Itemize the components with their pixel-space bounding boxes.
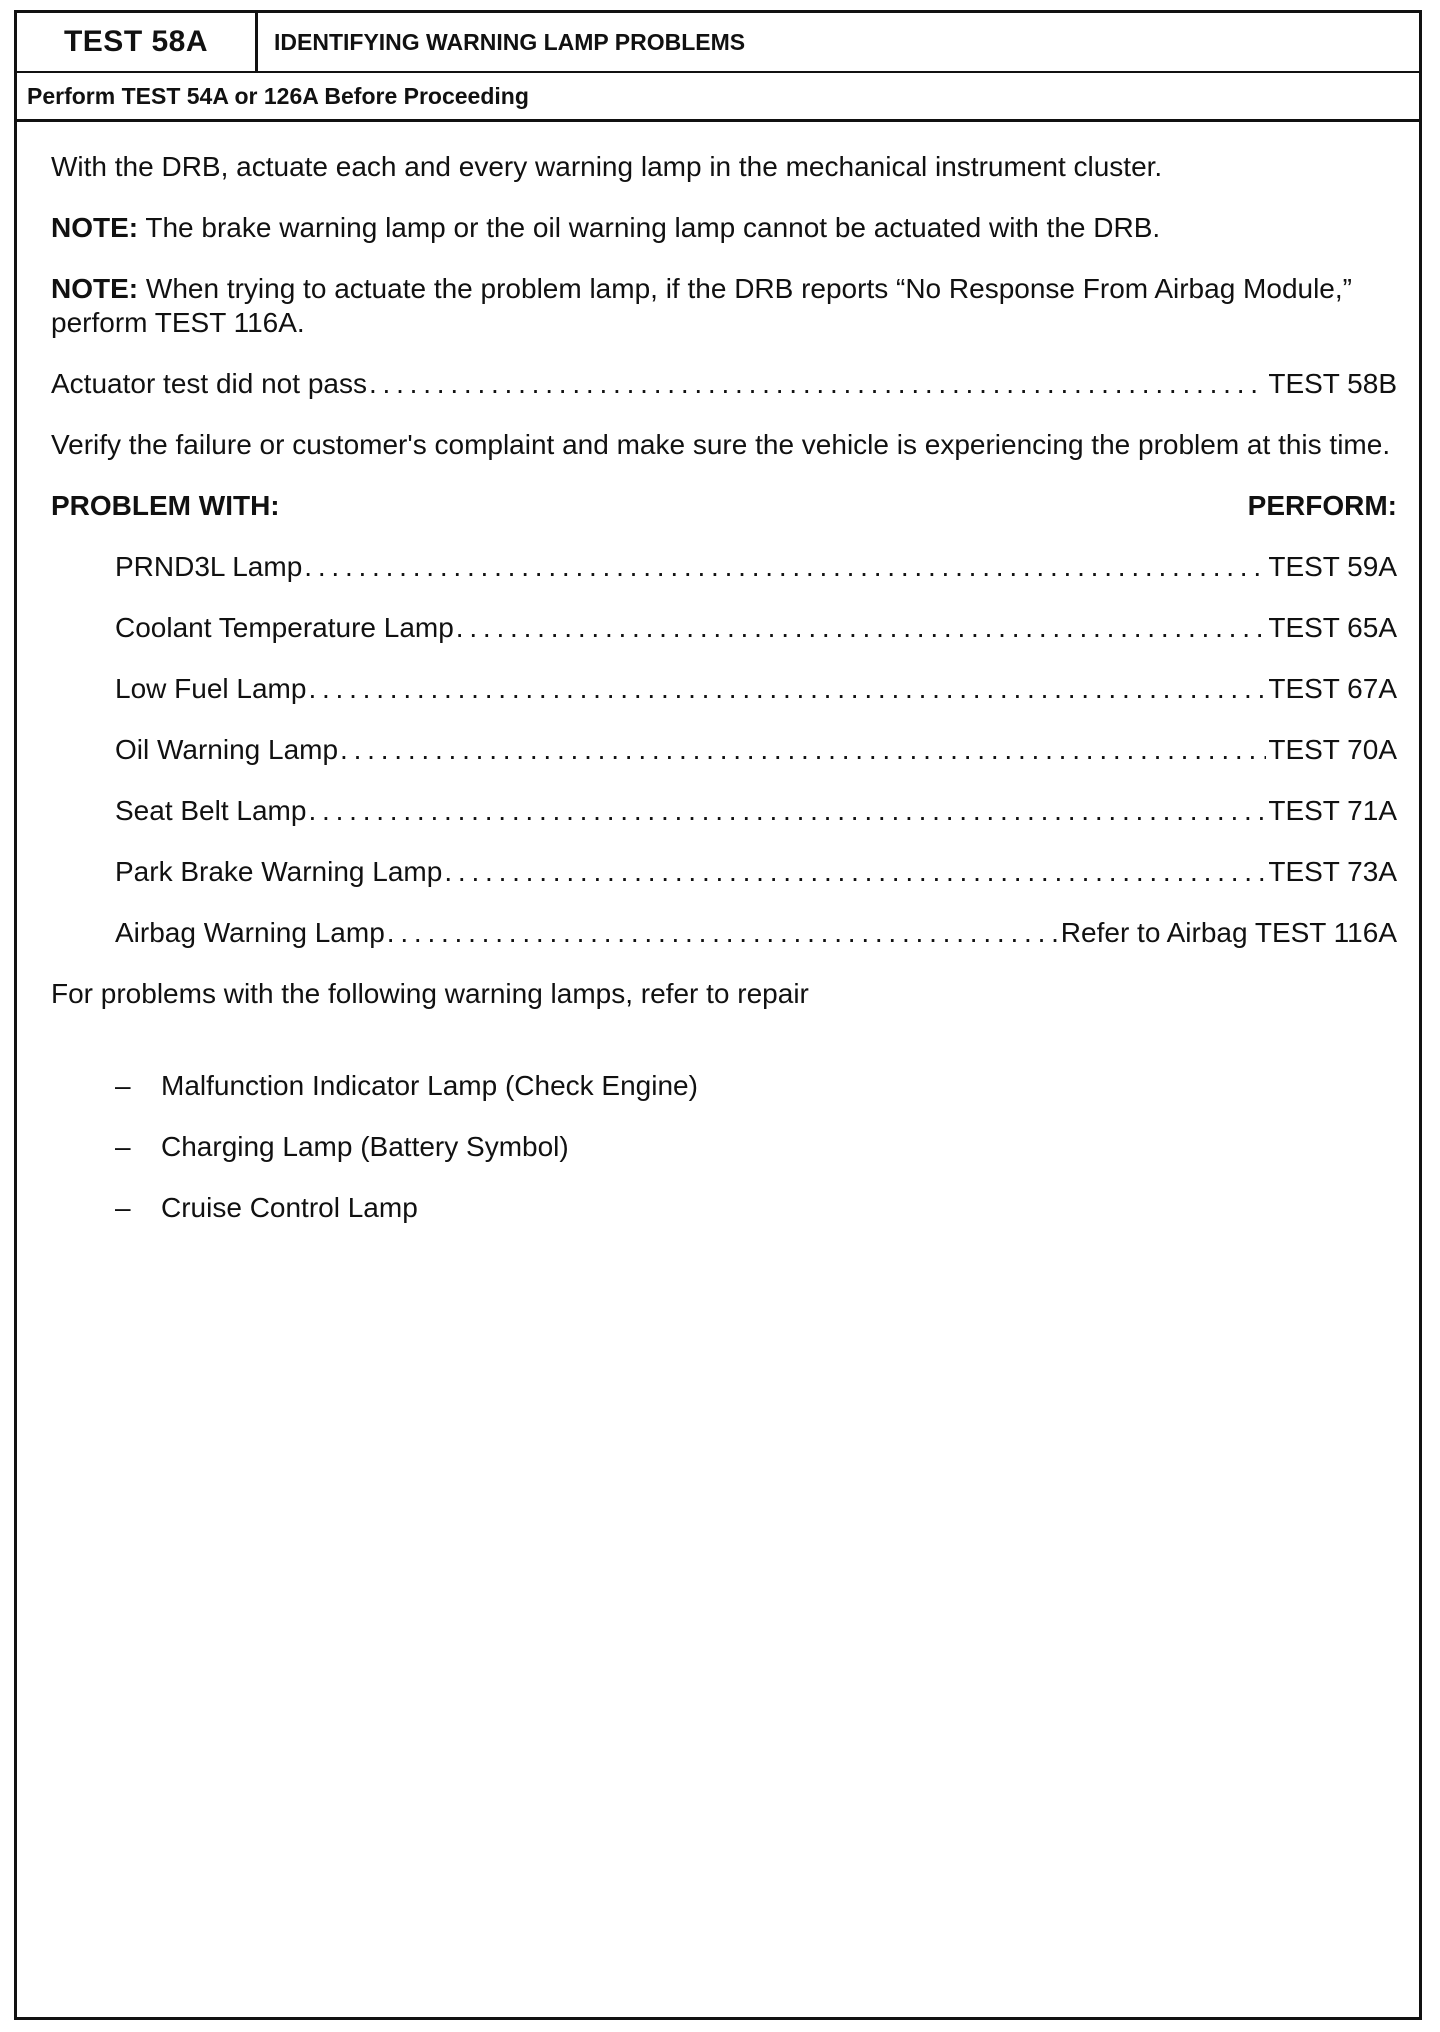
problem-row xyxy=(51,672,1397,706)
test-id: TEST 58A xyxy=(17,13,258,71)
repair-list xyxy=(51,1069,1397,1225)
list-item xyxy=(115,1130,1397,1164)
list-item-text: Charging Lamp (Battery Symbol) xyxy=(161,1131,569,1162)
problem-result: TEST 67A xyxy=(1268,673,1397,704)
problem-row xyxy=(51,611,1397,645)
dot-leader xyxy=(304,550,1266,584)
dash-marker: – xyxy=(115,1070,131,1101)
test-title: IDENTIFYING WARNING LAMP PROBLEMS xyxy=(274,28,746,55)
problem-label: Coolant Temperature Lamp xyxy=(115,612,454,643)
dot-leader xyxy=(308,672,1266,706)
note-label: NOTE: xyxy=(51,273,139,304)
problem-with-heading: PROBLEM WITH: xyxy=(51,490,280,521)
actuator-row xyxy=(51,367,1397,401)
problem-row xyxy=(51,916,1397,950)
list-item-text: Cruise Control Lamp xyxy=(161,1192,418,1223)
intro-paragraph: With the DRB, actuate each and every warning lamp in the mechanical instrument cluster. xyxy=(51,151,1163,182)
dash-marker: – xyxy=(115,1131,131,1162)
dot-leader xyxy=(308,794,1266,828)
problem-label: PRND3L Lamp xyxy=(115,551,303,582)
note-text: When trying to actuate the problem lamp, if the DRB reports “No Response From Airbag Module,” perform TEST 116A. xyxy=(51,273,1352,338)
dot-leader xyxy=(444,855,1266,889)
problem-result: TEST 65A xyxy=(1268,612,1397,643)
problem-result: TEST 73A xyxy=(1268,856,1397,887)
note-2 xyxy=(51,272,1397,340)
problem-result: Refer to Airbag TEST 116A xyxy=(1060,917,1397,948)
problem-result: TEST 70A xyxy=(1268,734,1397,765)
problem-row xyxy=(51,550,1397,584)
dot-leader xyxy=(456,611,1267,645)
procedure-body xyxy=(17,122,1419,1225)
problem-row xyxy=(51,733,1397,767)
problem-label: Seat Belt Lamp xyxy=(115,795,307,826)
header-row xyxy=(17,13,1419,73)
list-item xyxy=(115,1191,1397,1225)
problem-row xyxy=(51,794,1397,828)
problem-result: TEST 59A xyxy=(1268,551,1397,582)
prerequisite-line: Perform TEST 54A or 126A Before Proceeding xyxy=(17,73,1419,122)
dot-leader xyxy=(340,733,1266,767)
dot-leader xyxy=(369,367,1266,401)
problem-result: TEST 71A xyxy=(1268,795,1397,826)
actuator-label: Actuator test did not pass xyxy=(51,368,367,399)
note-1 xyxy=(51,211,1397,245)
column-headings xyxy=(51,489,1397,523)
problem-label: Oil Warning Lamp xyxy=(115,734,339,765)
problem-label: Low Fuel Lamp xyxy=(115,673,307,704)
repair-intro: For problems with the following warning lamps, refer to repair xyxy=(51,978,809,1009)
verify-paragraph: Verify the failure or customer's complaint and make sure the vehicle is experiencing the problem at this time. xyxy=(51,429,1391,460)
dash-marker: – xyxy=(115,1192,131,1223)
problem-row xyxy=(51,855,1397,889)
note-text: The brake warning lamp or the oil warning lamp cannot be actuated with the DRB. xyxy=(138,212,1161,243)
note-label: NOTE: xyxy=(51,212,139,243)
actuator-result: TEST 58B xyxy=(1268,368,1397,399)
perform-heading: PERFORM: xyxy=(1247,490,1397,521)
problem-label: Park Brake Warning Lamp xyxy=(115,856,443,887)
list-item xyxy=(115,1069,1397,1103)
test-procedure-frame xyxy=(14,10,1422,2020)
list-item-text: Malfunction Indicator Lamp (Check Engine) xyxy=(161,1070,698,1101)
problem-label: Airbag Warning Lamp xyxy=(115,917,385,948)
dot-leader xyxy=(387,916,1059,950)
